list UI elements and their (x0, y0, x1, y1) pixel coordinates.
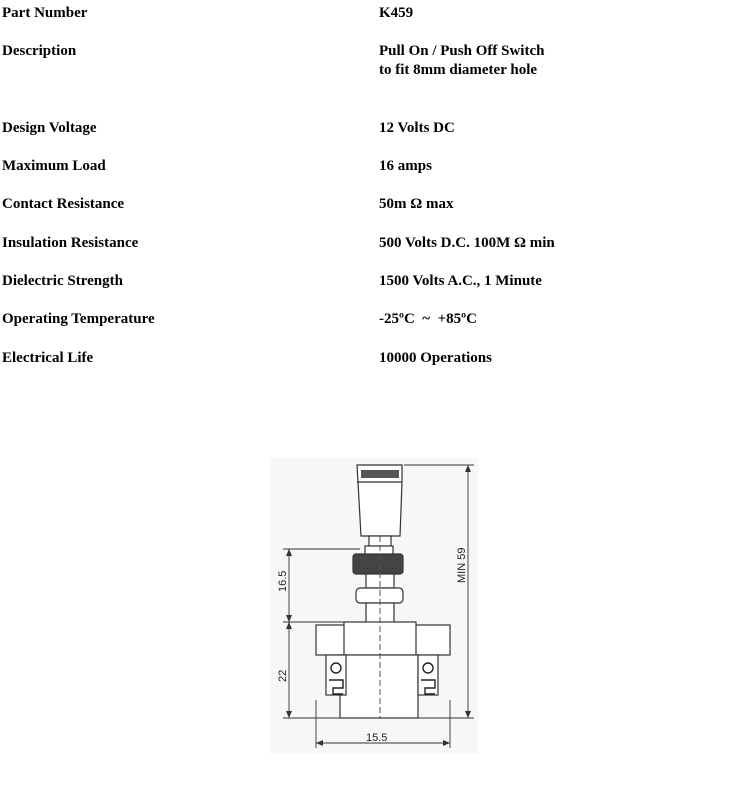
spec-value-line: to fit 8mm diameter hole (379, 62, 538, 78)
spec-value-line: 10000 Operations (379, 350, 492, 366)
dim-label-total: MIN 59 (456, 547, 468, 583)
dim-label-upper: 16.5 (277, 570, 289, 592)
spec-value-line: 50m Ω max (379, 196, 454, 212)
dim-label-width: 15.5 (366, 732, 388, 744)
spec-label: Contact Resistance (2, 196, 125, 212)
spec-value-line: 16 amps (379, 158, 432, 174)
spec-label: Design Voltage (2, 120, 97, 136)
threaded-shaft-top (365, 546, 393, 554)
knurled-nut (353, 554, 403, 574)
spec-value-line: 12 Volts DC (379, 120, 455, 136)
spec-label: Description (2, 43, 77, 59)
spec-label: Electrical Life (2, 350, 94, 366)
right-terminal (418, 655, 438, 695)
spec-value-line: 1500 Volts A.C., 1 Minute (379, 273, 542, 289)
spec-value-line: Pull On / Push Off Switch (379, 43, 545, 59)
spec-value-line: K459 (379, 5, 414, 21)
spec-label: Part Number (2, 5, 88, 21)
spec-value-line: 500 Volts D.C. 100M Ω min (379, 235, 555, 251)
housing-body (340, 655, 418, 718)
left-terminal (326, 655, 346, 695)
dim-label-lower: 22 (277, 669, 289, 682)
spec-value-line: -25ºC ~ +85ºC (379, 311, 477, 327)
spec-label: Insulation Resistance (2, 235, 139, 251)
spec-label: Operating Temperature (2, 311, 155, 327)
knob-shading (361, 470, 399, 478)
spec-label: Dielectric Strength (2, 273, 123, 289)
spec-label: Maximum Load (2, 158, 106, 174)
